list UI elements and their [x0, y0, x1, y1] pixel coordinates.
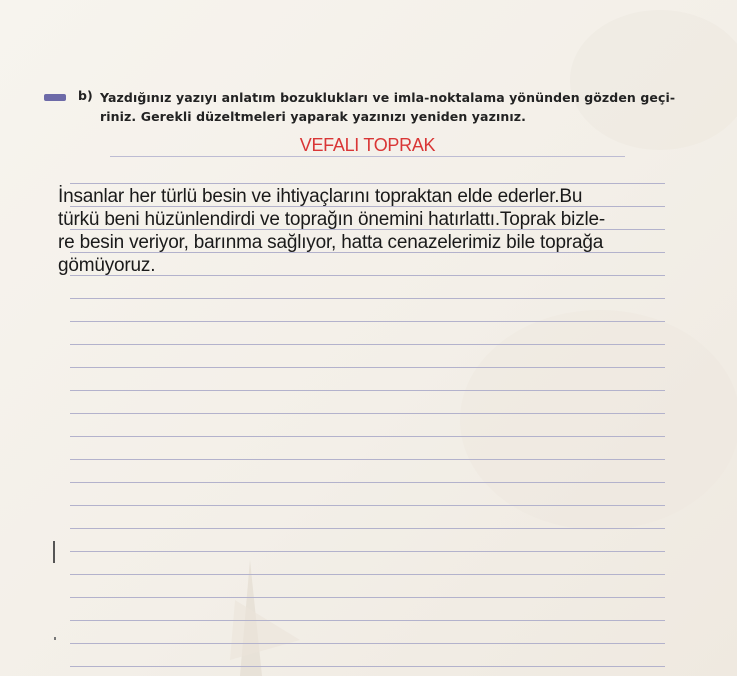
essay-line-3: re besin veriyor, barınma sağlıyor, hatta cenazelerimiz bile toprağa	[58, 232, 604, 253]
ruled-line	[70, 620, 665, 621]
task-instruction	[100, 88, 690, 126]
ruled-line	[70, 666, 665, 667]
ruled-line	[70, 367, 665, 368]
task-instruction-line-1: Yazdığınız yazıyı anlatım bozuklukları ve imla-noktalama yönünden gözden geçi-	[100, 90, 676, 105]
title-rule	[110, 156, 625, 157]
ruled-line	[70, 413, 665, 414]
ruled-line	[70, 482, 665, 483]
ruled-line	[70, 183, 665, 184]
essay-line-1: İnsanlar her türlü besin ve ihtiyaçlarını topraktan elde ederler.Bu	[58, 186, 583, 207]
ruled-line	[70, 597, 665, 598]
ruled-line	[70, 459, 665, 460]
margin-dot	[54, 637, 56, 640]
ruled-line	[70, 643, 665, 644]
ruled-line	[70, 390, 665, 391]
task-instruction-line-2: riniz. Gerekli düzeltmeleri yaparak yazınızı yeniden yazınız.	[100, 109, 526, 124]
task-label: b)	[78, 88, 93, 103]
ruled-line	[70, 528, 665, 529]
ruled-line	[70, 321, 665, 322]
ruled-line	[70, 505, 665, 506]
section-marker	[44, 94, 66, 101]
essay-line-4: gömüyoruz.	[58, 255, 156, 276]
ruled-line	[70, 551, 665, 552]
margin-mark	[53, 541, 55, 563]
ruled-line	[70, 298, 665, 299]
ruled-line	[70, 574, 665, 575]
ruled-line	[70, 344, 665, 345]
document-title: VEFALI TOPRAK	[299, 135, 436, 155]
essay-text	[58, 185, 670, 277]
essay-line-2: türkü beni hüzünlendirdi ve toprağın önemini hatırlattı.Toprak bizle-	[58, 209, 606, 230]
ruled-line	[70, 436, 665, 437]
